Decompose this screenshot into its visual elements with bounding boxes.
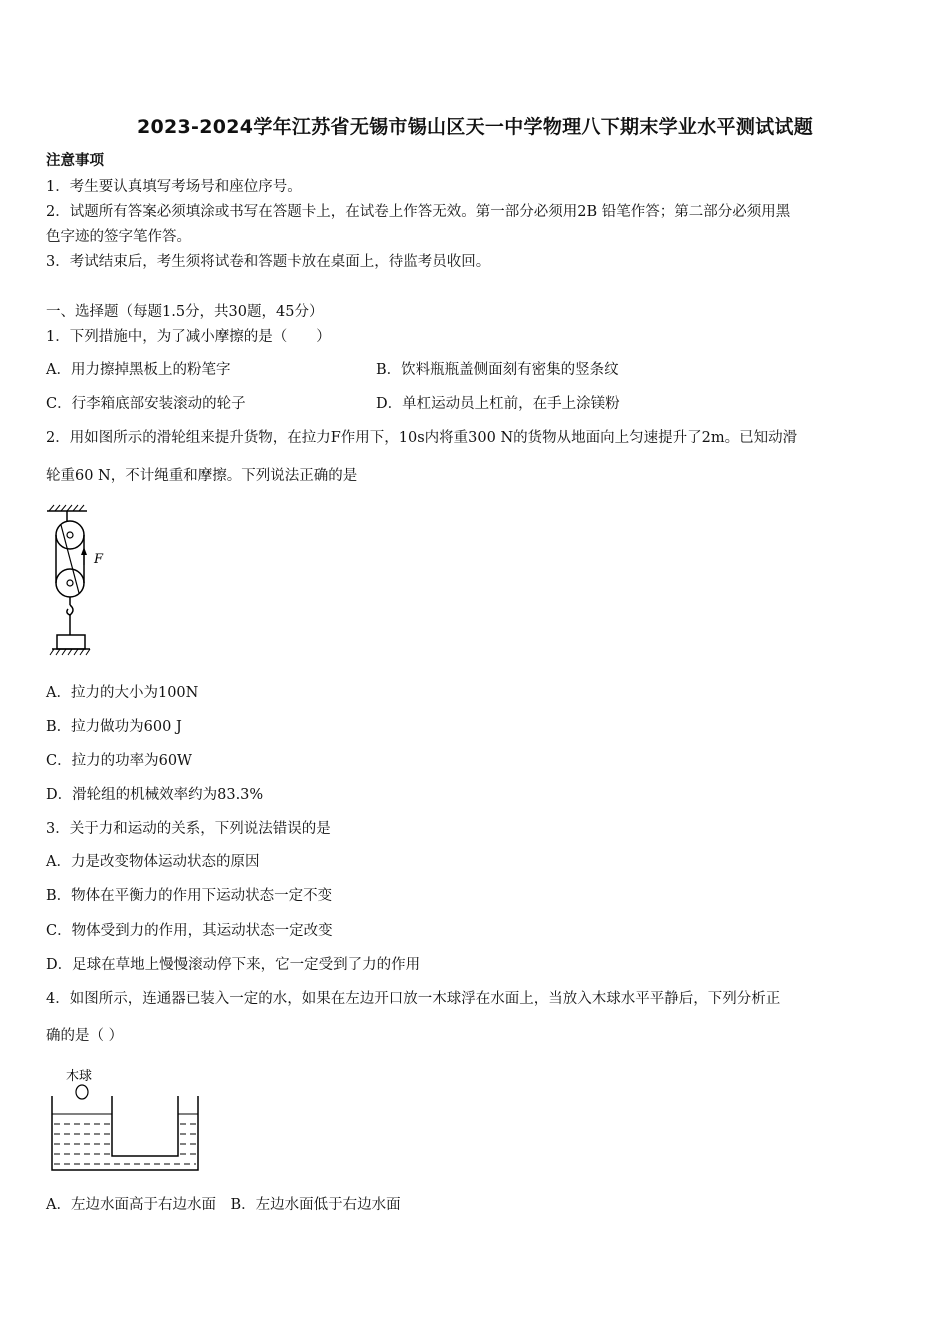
- q3-option-b: B．物体在平衡力的作用下运动状态一定不变: [46, 888, 333, 904]
- connected-vessel-figure: [46, 1062, 206, 1177]
- notice-item-3: 3．考试结束后，考生须将试卷和答题卡放在桌面上，待监考员收回。: [46, 254, 491, 270]
- q2-option-d: D．滑轮组的机械效率约为83.3%: [46, 787, 264, 803]
- q4-stem-line1: 4．如图所示，连通器已装入一定的水，如果在左边开口放一木球浮在水面上，当放入木球水平平静后，下列分析正: [46, 991, 781, 1007]
- q3-option-a: A．力是改变物体运动状态的原因: [46, 854, 260, 870]
- q4-stem-line2: 确的是（ ）: [46, 1028, 124, 1044]
- q2-option-c: C．拉力的功率为60W: [46, 753, 192, 769]
- section-heading: 一、选择题（每题1.5分，共30题，45分）: [46, 304, 324, 320]
- q2-option-b: B．拉力做功为600 J: [46, 719, 182, 735]
- wood-ball-label: 木球: [66, 1069, 93, 1084]
- q1-option-b: B．饮料瓶瓶盖侧面刻有密集的竖条纹: [376, 362, 619, 378]
- notice-item-2: 2．试题所有答案必须填涂或书写在答题卡上，在试卷上作答无效。第一部分必须用2B 铅笔作答；第二部分必须用黑: [46, 204, 791, 220]
- q2-option-a: A．拉力的大小为100N: [46, 685, 199, 701]
- notice-heading: 注意事项: [46, 152, 104, 169]
- q3-option-d: D．足球在草地上慢慢滚动停下来，它一定受到了力的作用: [46, 957, 421, 973]
- notice-item-1: 1．考生要认真填写考场号和座位序号。: [46, 179, 302, 195]
- q1-option-c: C．行李箱底部安装滚动的轮子: [46, 396, 246, 412]
- q4-options-ab: A．左边水面高于右边水面 B．左边水面低于右边水面: [46, 1197, 401, 1213]
- page-title: 2023-2024学年江苏省无锡市锡山区天一中学物理八下期末学业水平测试试题: [136, 116, 814, 138]
- q1-stem: 1．下列措施中，为了减小摩擦的是（ ）: [46, 329, 331, 345]
- q1-option-a: A．用力擦掉黑板上的粉笔字: [46, 362, 231, 378]
- notice-item-2-cont: 色字迹的签字笔作答。: [46, 229, 191, 245]
- q2-stem-line2: 轮重60 N，不计绳重和摩擦。下列说法正确的是: [46, 468, 358, 484]
- pulley-figure: [40, 505, 120, 660]
- q1-option-d: D．单杠运动员上杠前，在手上涂镁粉: [376, 396, 620, 412]
- force-label: F: [94, 552, 104, 567]
- q2-stem-line1: 2．用如图所示的滑轮组来提升货物，在拉力F作用下，10s内将重300 N的货物从地面向上匀速提升了2m。已知动滑: [46, 430, 798, 446]
- q3-stem: 3．关于力和运动的关系，下列说法错误的是: [46, 821, 331, 837]
- q3-option-c: C．物体受到力的作用，其运动状态一定改变: [46, 923, 333, 939]
